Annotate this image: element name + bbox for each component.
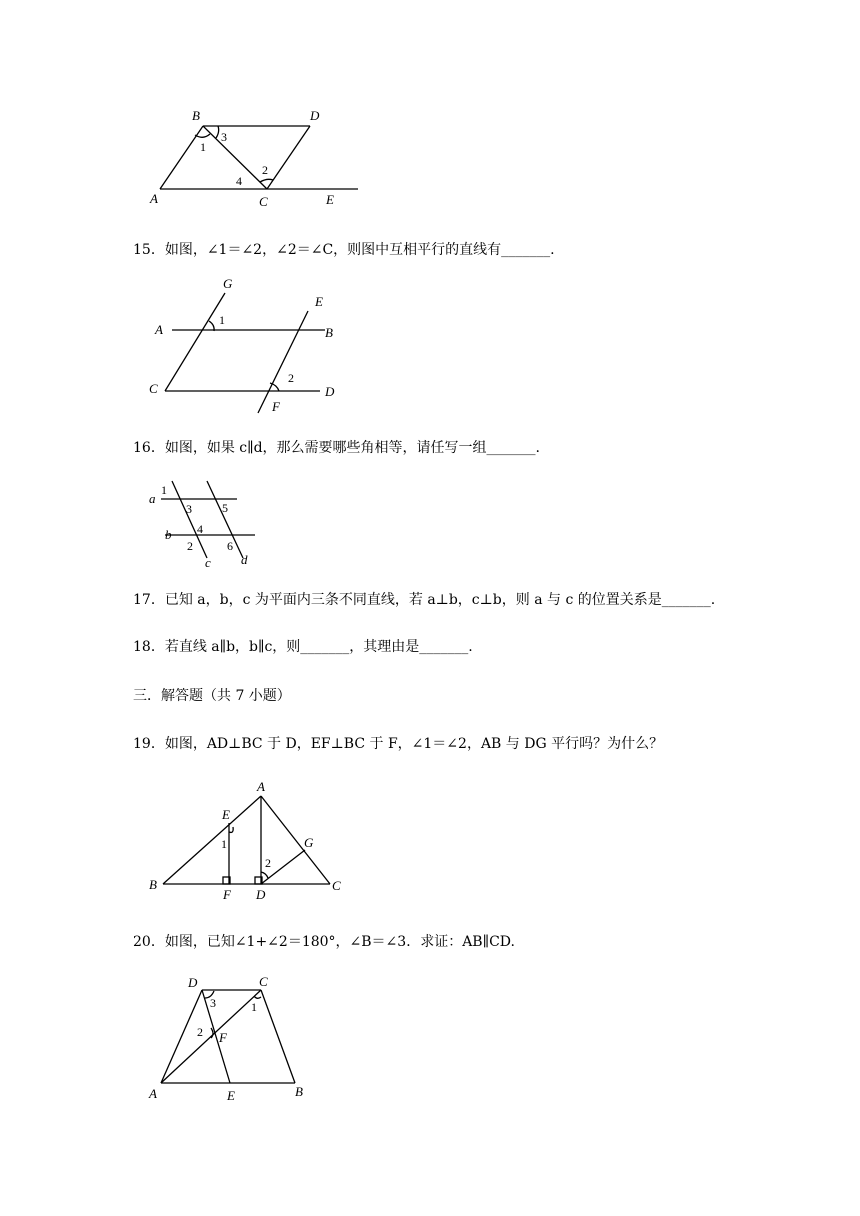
- question-18: 18．若直线 a∥b，b∥c，则_______，其理由是_______.: [133, 639, 473, 655]
- label-d: d: [241, 552, 248, 567]
- angle-2: 2: [265, 856, 271, 870]
- angle-1: 1: [221, 837, 227, 851]
- label-F: F: [223, 887, 231, 901]
- angle-1: 1: [200, 140, 206, 154]
- label-D: D: [256, 887, 266, 901]
- question-20: 20．如图，已知∠1+∠2＝180°，∠B＝∠3．求证：AB∥CD.: [133, 934, 515, 950]
- figure-q19: [145, 776, 360, 901]
- label-D: D: [310, 108, 320, 123]
- angle-2: 2: [262, 163, 268, 177]
- label-A: A: [150, 191, 158, 206]
- angle-3: 3: [221, 130, 227, 144]
- angle-1: 1: [161, 483, 167, 497]
- angle-2: 2: [197, 1025, 203, 1039]
- label-C: C: [259, 974, 268, 989]
- angle-2: 2: [187, 539, 193, 553]
- label-G: G: [304, 835, 314, 850]
- label-A: A: [257, 779, 265, 794]
- label-F: F: [219, 1030, 227, 1045]
- angle-6: 6: [227, 539, 233, 553]
- label-a: a: [149, 491, 156, 506]
- label-C: C: [259, 194, 268, 209]
- angle-1: 1: [251, 1000, 257, 1014]
- question-17: 17．已知 a，b，c 为平面内三条不同直线，若 a⊥b，c⊥b，则 a 与 c 的位置关系是_______.: [133, 592, 716, 608]
- label-E: E: [227, 1088, 235, 1103]
- label-C: C: [149, 381, 158, 396]
- label-F: F: [272, 399, 280, 414]
- label-G: G: [223, 276, 233, 291]
- angle-4: 4: [236, 174, 242, 188]
- figure-q14: [140, 100, 360, 215]
- angle-2: 2: [288, 371, 294, 385]
- angle-5: 5: [222, 501, 228, 515]
- label-E: E: [315, 294, 323, 309]
- figure-q16: [145, 476, 265, 572]
- label-b: b: [165, 527, 172, 542]
- label-C: C: [332, 878, 341, 893]
- angle-1: 1: [219, 313, 225, 327]
- section-heading-3: 三．解答题（共 7 小题）: [133, 688, 291, 704]
- label-A: A: [149, 1086, 157, 1101]
- question-19: 19．如图，AD⊥BC 于 D，EF⊥BC 于 F，∠1＝∠2，AB 与 DG 平行吗？为什么？: [133, 736, 664, 752]
- label-A: A: [155, 322, 163, 337]
- label-D: D: [188, 975, 198, 990]
- label-B: B: [192, 108, 200, 123]
- angle-3: 3: [210, 996, 216, 1010]
- label-c: c: [205, 555, 211, 570]
- label-E: E: [222, 807, 230, 822]
- figure-q15: [145, 273, 360, 418]
- label-B: B: [295, 1084, 303, 1099]
- label-B: B: [325, 325, 333, 340]
- angle-4: 4: [197, 522, 203, 536]
- question-15: 15．如图，∠1＝∠2，∠2＝∠C，则图中互相平行的直线有_______.: [133, 242, 555, 258]
- angle-3: 3: [186, 502, 192, 516]
- figure-q20: [145, 970, 325, 1110]
- label-E: E: [326, 192, 334, 207]
- label-D: D: [325, 384, 335, 399]
- label-B: B: [149, 877, 157, 892]
- question-16: 16．如图，如果 c∥d，那么需要哪些角相等，请任写一组_______.: [133, 440, 540, 456]
